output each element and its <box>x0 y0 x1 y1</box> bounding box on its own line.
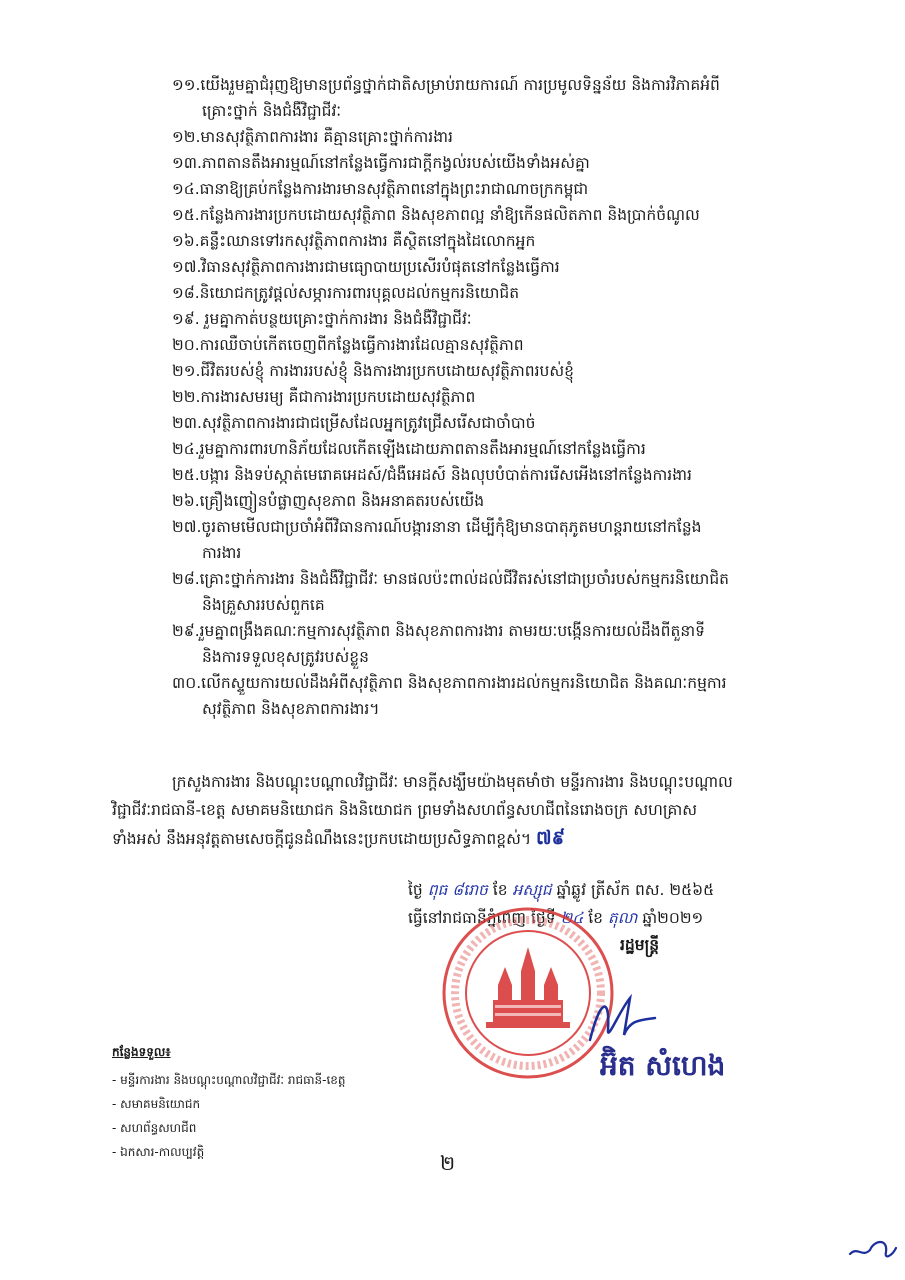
slogan-item-line: ១៧.វិធានសុវត្ថិភាពការងារជាមធ្យោបាយប្រសើរបំផុតនៅកន្លែងធ្វើការ <box>172 258 560 276</box>
slogan-list <box>172 72 872 722</box>
slogan-item <box>172 670 872 722</box>
slogan-item-line: ១៤.ធានាឱ្យគ្រប់កន្លែងការងារមានសុវត្ថិភាពនៅក្នុងព្រះរាជាណាចក្រកម្ពុជា <box>172 180 589 198</box>
recipient-item: - សមាគមនិយោជក <box>112 1097 201 1111</box>
place-prefix: ធ្វើនៅរាជធានីភ្នំពេញ ថ្ងៃទី <box>408 909 556 927</box>
slogan-item-line: ១១.យើងរួមគ្នាជំរុញឱ្យមានប្រព័ន្ធថ្នាក់ជាតិសម្រាប់រាយការណ៍ ការប្រមូលទិន្នន័យ និងការវិភាគអំពី <box>172 76 720 94</box>
slogan-item-line: ២០.ការឈឺចាប់កើតចេញពីកន្លែងធ្វើការងារដែលគ្មានសុវត្ថិភាព <box>172 336 524 354</box>
lunar-year-text: ឆ្នាំឆ្លូវ ត្រីស័ក ពស. ២៥៦៥ <box>556 881 715 899</box>
slogan-item-line: ២៥.បង្ការ និងទប់ស្កាត់មេរោគអេដស៍/ជំងឺអេដស៍ និងលុបបំបាត់ការរើសអើងនៅកន្លែងការងារ <box>172 466 692 484</box>
slogan-item-line: ២១.ជីវិតរបស់ខ្ញុំ ការងាររបស់ខ្ញុំ និងការងារប្រកបដោយសុវត្ថិភាពរបស់ខ្ញុំ <box>172 362 574 380</box>
day-handwritten: ២៤ <box>560 909 584 927</box>
slogan-item <box>172 436 872 462</box>
slogan-item-line: ២៨.គ្រោះថ្នាក់ការងារ និងជំងឺវិជ្ជាជីវៈ មានផលប៉ះពាល់ដល់ជីវិតរស់នៅជាប្រចាំរបស់កម្មករនិយោជិត <box>172 570 730 588</box>
lunar-day-handwritten: ពុធ ៨រោច <box>427 881 488 899</box>
slogan-item <box>172 306 872 332</box>
month-label: ខែ <box>588 909 603 927</box>
slogan-item <box>172 410 872 436</box>
handwritten-number: ៧៩ <box>536 827 566 849</box>
slogan-item <box>172 332 872 358</box>
recipient-item: - មន្ទីរការងារ និងបណ្ដុះបណ្ដាលវិជ្ជាជីវៈ រាជធានី-ខេត្ត <box>112 1073 346 1087</box>
slogan-item-continuation: ការងារ <box>202 544 242 562</box>
slogan-item-line: ២៩.រួមគ្នាពង្រឹងគណៈកម្មការសុវត្ថិភាព និងសុខភាពការងារ តាមរយៈបង្កើនការយល់ដឹងពីតួនាទី <box>172 622 705 640</box>
slogan-item-line: ១៨.និយោជកត្រូវផ្ដល់សម្ភារការពារបុគ្គលដល់កម្មករនិយោជិត <box>172 284 520 302</box>
slogan-item-line: ២៧.ចូរតាមមើលជាប្រចាំអំពីវិធានការណ៍បង្ការនានា ដើម្បីកុំឱ្យមានបាតុភូតមហន្តរាយនៅកន្លែង <box>172 518 702 536</box>
minister-name: អ៊ិត សំហេង <box>600 1049 726 1082</box>
recipient-item: - ឯកសារ-កាលប្បវត្តិ <box>112 1145 205 1159</box>
recipient-item: - សហព័ន្ធសហជីព <box>112 1121 197 1135</box>
month-handwritten: តុលា <box>607 909 638 927</box>
lunar-date-line <box>408 880 714 903</box>
slogan-item <box>172 254 872 280</box>
lunar-month-label: ខែ <box>492 881 508 899</box>
slogan-item-line: ២៣.សុវត្ថិភាពការងារជាជម្រើសដែលអ្នកត្រូវជ្រើសរើសជាចាំបាច់ <box>172 414 536 432</box>
recipients-title: កន្លែងទទួល៖ <box>112 1045 171 1059</box>
slogan-item <box>172 228 872 254</box>
recipients-list <box>112 1068 346 1164</box>
slogan-item-line: ១៦.គន្លឹះឈានទៅរកសុវត្ថិភាពការងារ គឺស្ថិតនៅក្នុងដៃលោកអ្នក <box>172 232 536 250</box>
slogan-item-line: ៣០.លើកស្ទួយការយល់ដឹងអំពីសុវត្ថិភាព និងសុខភាពការងារដល់កម្មករនិយោជិត និងគណៈកម្មការ <box>172 674 727 692</box>
slogan-item <box>172 618 872 670</box>
closing-line-2: វិជ្ជាជីវៈរាជធានី-ខេត្ត សមាគមនិយោជក និងនិយោជក ព្រមទាំងសហព័ន្ធសហជីពនៃរោងចក្រ សហគ្រាស <box>112 801 698 819</box>
slogan-item-continuation: និងគ្រួសាររបស់ពួកគេ <box>202 596 325 614</box>
slogan-item <box>172 150 872 176</box>
slogan-item <box>172 280 872 306</box>
slogan-item-line: ១៩. រួមគ្នាកាត់បន្ថយគ្រោះថ្នាក់ការងារ និងជំងឺវិជ្ជាជីវៈ <box>172 310 472 328</box>
slogan-item <box>172 176 872 202</box>
closing-line-1: ក្រសួងការងារ និងបណ្ដុះបណ្ដាលវិជ្ជាជីវៈ មានក្ដីសង្ឃឹមយ៉ាងមុតមាំថា មន្ទីរការងារ និងបណ្ដុះបណ្ដាល <box>172 773 733 791</box>
slogan-item <box>172 72 872 124</box>
slogan-item <box>172 384 872 410</box>
closing-line-3: ទាំងអស់ នឹងអនុវត្តតាមសេចក្ដីជូនដំណឹងនេះប្រកបដោយប្រសិទ្ធភាពខ្ពស់។ <box>112 830 532 848</box>
slogan-item-continuation: និងការទទួលខុសត្រូវរបស់ខ្លួន <box>202 648 369 666</box>
slogan-item <box>172 514 872 566</box>
lunar-prefix: ថ្ងៃ <box>408 881 423 899</box>
slogan-item <box>172 202 872 228</box>
slogan-item-line: ១៥.កន្លែងការងារប្រកបដោយសុវត្ថិភាព និងសុខភាពល្អ នាំឱ្យកើនផលិតភាព និងប្រាក់ចំណូល <box>172 206 700 224</box>
slogan-item-line: ២២.ការងារសមរម្យ គឺជាការងារប្រកបដោយសុវត្ថិភាព <box>172 388 476 406</box>
slogan-item <box>172 358 872 384</box>
minister-signature <box>580 990 660 1050</box>
slogan-item <box>172 566 872 618</box>
slogan-item <box>172 124 872 150</box>
closing-line-3-wrap <box>112 824 862 853</box>
closing-paragraph <box>112 768 862 853</box>
slogan-item <box>172 488 872 514</box>
lunar-month-handwritten: អស្សុជ <box>512 881 552 899</box>
page-number: ២ <box>440 1151 456 1175</box>
slogan-item-line: ១២.មានសុវត្ថិភាពការងារ គឺគ្មានគ្រោះថ្នាក់ការងារ <box>172 128 453 146</box>
year-text: ឆ្នាំ២០២១ <box>642 909 704 927</box>
slogan-item-line: ២៤.រួមគ្នាការពារហានិភ័យដែលកើតឡើងដោយភាពតានតឹងអារម្មណ៍នៅកន្លែងធ្វើការ <box>172 440 646 458</box>
slogan-item-continuation: សុវត្ថិភាព និងសុខភាពការងារ។ <box>202 700 380 718</box>
minister-title: រដ្ឋមន្ត្រី <box>620 936 660 954</box>
slogan-item-line: ១៣.ភាពតានតឹងអារម្មណ៍នៅកន្លែងធ្វើការជាក្ដីកង្វល់របស់យើងទាំងអស់គ្នា <box>172 154 590 172</box>
handwritten-initial-mark <box>848 1232 898 1262</box>
slogan-item-continuation: គ្រោះថ្នាក់ និងជំងឺវិជ្ជាជីវៈ <box>202 102 342 120</box>
slogan-item <box>172 462 872 488</box>
slogan-item-line: ២៦.គ្រឿងញៀនបំផ្លាញសុខភាព និងអនាគតរបស់យើង <box>172 492 485 510</box>
